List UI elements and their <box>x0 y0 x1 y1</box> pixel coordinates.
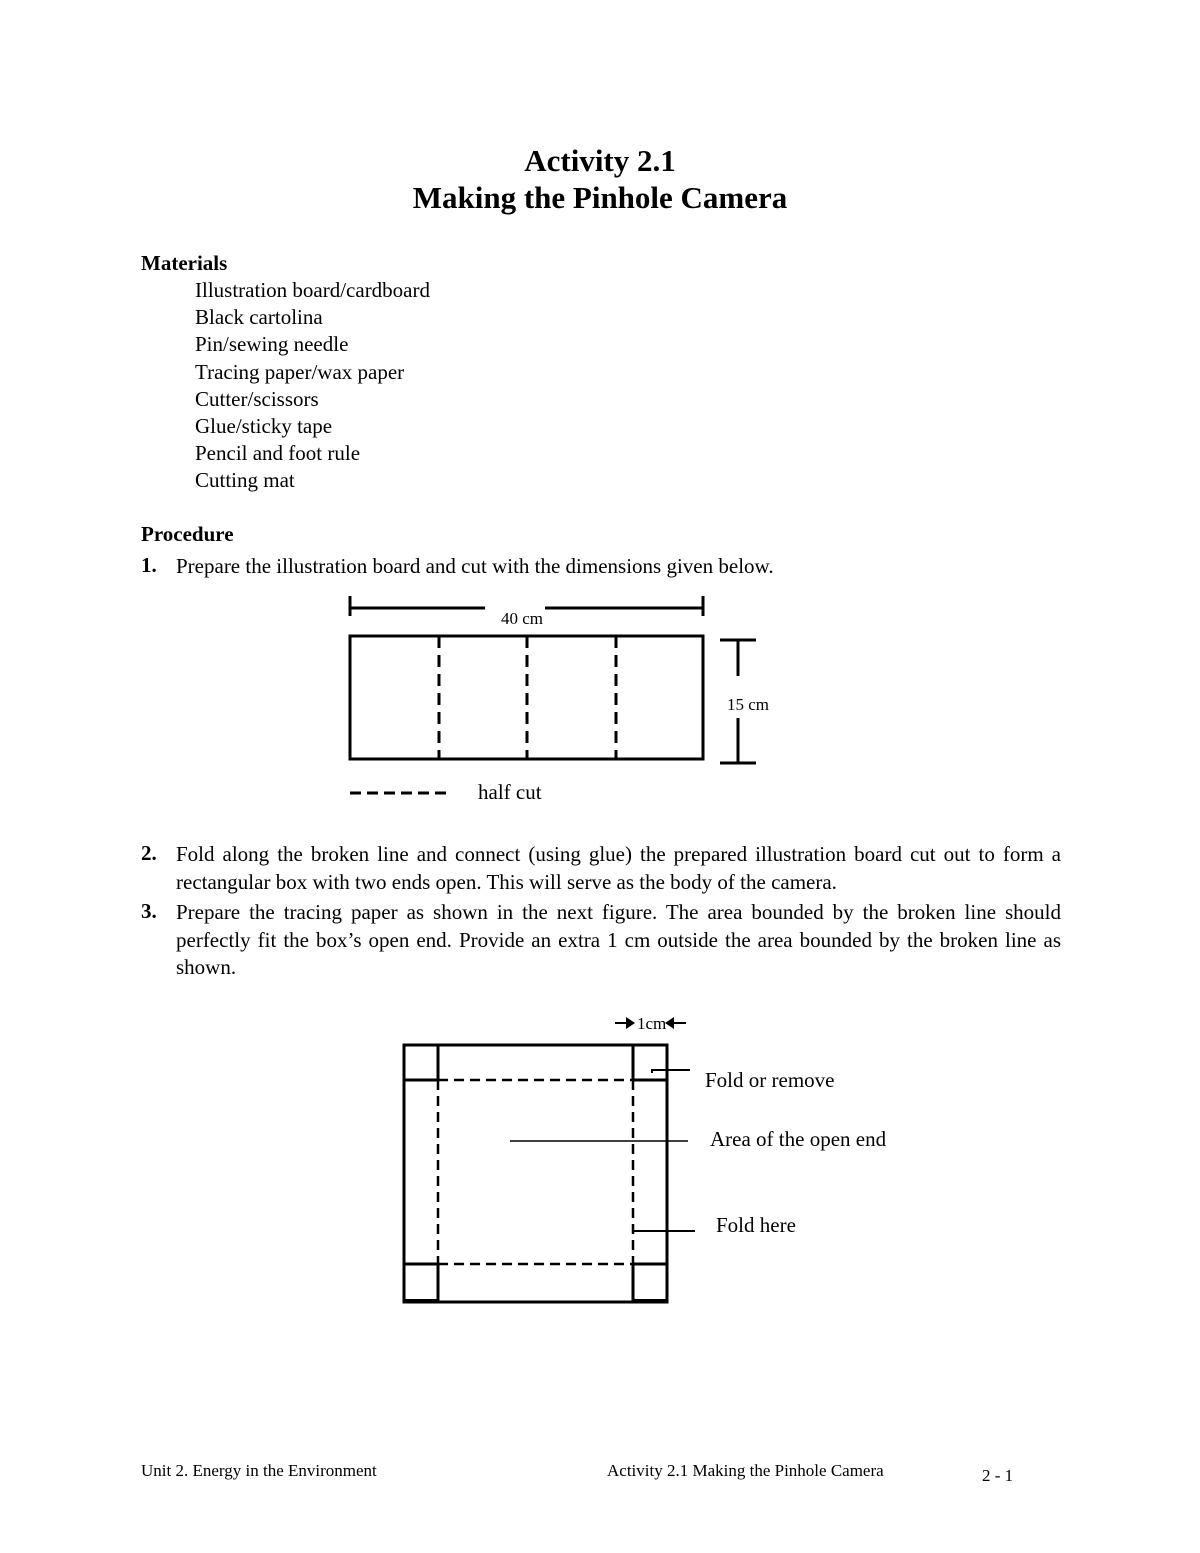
fold-remove-label: Fold or remove <box>705 1068 835 1092</box>
step-number: 1. <box>141 553 157 577</box>
materials-heading: Materials <box>141 251 228 275</box>
half-cut-lines <box>439 636 616 759</box>
materials-list <box>195 277 430 495</box>
margin-label: 1cm <box>637 1014 667 1033</box>
material-item: Illustration board/cardboard <box>195 278 430 302</box>
material-item: Pin/sewing needle <box>195 332 349 357</box>
material-item: Cutting mat <box>195 468 295 493</box>
footer-unit: Unit 2. Energy in the Environment <box>141 1461 377 1480</box>
procedure-step-3 <box>141 899 1061 982</box>
procedure-step-1 <box>141 553 1061 581</box>
step-number: 3. <box>141 899 157 923</box>
material-item: Glue/sticky tape <box>195 413 333 438</box>
arrow-right-icon <box>626 1017 635 1029</box>
legend-label: half cut <box>478 780 542 804</box>
height-label: 15 cm <box>727 695 770 714</box>
page-number: 2 - 1 <box>982 1466 1014 1485</box>
activity-title: Activity 2.1 <box>524 143 676 178</box>
board-dimensions-figure <box>330 588 810 813</box>
procedure-step-2 <box>141 841 1061 896</box>
material-item: Pencil and foot rule <box>195 441 361 466</box>
procedure-heading: Procedure <box>141 522 234 546</box>
fold-broken-lines <box>438 1080 633 1264</box>
step-text: Prepare the tracing paper as shown in the next figure. The area bounded by the broken line should perfectly fit the box’s open end. Provide an extra 1 cm outside the area bounded by the broken line as shown. <box>176 900 1061 979</box>
material-item: Tracing paper/wax paper <box>195 359 405 384</box>
tracing-paper-figure <box>390 1005 930 1310</box>
fold-here-label: Fold here <box>716 1213 796 1237</box>
width-label: 40 cm <box>500 609 544 628</box>
step-number: 2. <box>141 841 157 865</box>
leader-fold-remove <box>652 1070 690 1073</box>
footer-activity: Activity 2.1 Making the Pinhole Camera <box>607 1461 884 1480</box>
arrow-left-icon <box>665 1017 674 1029</box>
open-end-label: Area of the open end <box>710 1127 887 1151</box>
step-text: Fold along the broken line and connect (using glue) the prepared illustration board cut out to form a rectangular box with two ends open. This will serve as the body of the camera. <box>176 842 1061 894</box>
material-item: Cutter/scissors <box>195 386 319 411</box>
activity-subtitle: Making the Pinhole Camera <box>412 180 788 215</box>
material-item: Black cartolina <box>195 305 323 330</box>
step-text: Prepare the illustration board and cut with the dimensions given below. <box>176 554 774 578</box>
